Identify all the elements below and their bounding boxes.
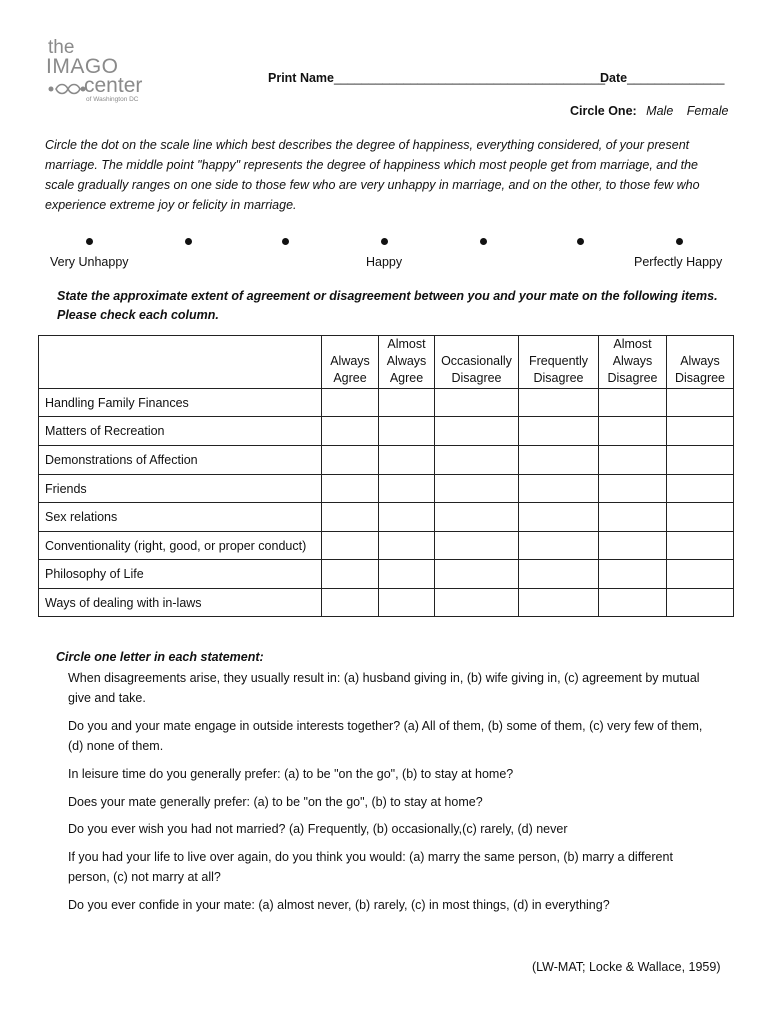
question-item: When disagreements arise, they usually result in: (a) husband giving in, (b) wife giving in, (c) agreement by mutual give and take. [68, 671, 700, 705]
check-cell[interactable] [435, 503, 519, 532]
circle-one-label: Circle One: [570, 104, 637, 118]
check-cell[interactable] [599, 560, 667, 589]
question-item: If you had your life to live over again, do you think you would: (a) marry the same person, (b) marry a different person, (c) not marry at all? [68, 850, 673, 884]
scale-label-very-unhappy: Very Unhappy [50, 255, 129, 269]
column-header: Occasionally Disagree [435, 336, 519, 389]
check-cell[interactable] [435, 417, 519, 446]
check-cell[interactable] [519, 503, 599, 532]
table-row [39, 560, 734, 589]
check-cell[interactable] [435, 589, 519, 617]
print-name-field[interactable] [268, 71, 605, 85]
scale-dot-1[interactable] [86, 238, 93, 245]
check-cell[interactable] [435, 446, 519, 475]
check-cell[interactable] [667, 532, 734, 560]
check-cell[interactable] [322, 560, 379, 589]
check-cell[interactable] [667, 417, 734, 446]
option-female[interactable]: Female [686, 104, 729, 118]
check-cell[interactable] [379, 503, 435, 532]
date-label: Date [600, 71, 628, 85]
scale-dot-5[interactable] [480, 238, 487, 245]
check-cell[interactable] [379, 389, 435, 417]
row-item-label: Philosophy of Life [39, 560, 322, 589]
table-header-item [39, 336, 322, 389]
check-cell[interactable] [667, 475, 734, 503]
scale-dot-6[interactable] [577, 238, 584, 245]
row-item-label: Conventionality (right, good, or proper conduct) [39, 532, 322, 560]
check-cell[interactable] [667, 560, 734, 589]
logo-text-center: center [84, 74, 143, 97]
check-cell[interactable] [435, 475, 519, 503]
row-item-label: Demonstrations of Affection [39, 446, 322, 475]
questions-heading: Circle one letter in each statement: [56, 650, 264, 664]
check-cell[interactable] [379, 446, 435, 475]
table-row [39, 417, 734, 446]
check-cell[interactable] [599, 503, 667, 532]
column-header: Always Disagree [667, 336, 734, 389]
check-cell[interactable] [379, 475, 435, 503]
question-item: Do you ever wish you had not married? (a) Frequently, (b) occasionally,(c) rarely, (d) never [68, 822, 568, 836]
check-cell[interactable] [519, 560, 599, 589]
check-cell[interactable] [322, 475, 379, 503]
check-cell[interactable] [322, 417, 379, 446]
agreement-table [38, 335, 734, 617]
table-row [39, 475, 734, 503]
imago-logo [46, 38, 166, 110]
check-cell[interactable] [599, 475, 667, 503]
check-cell[interactable] [519, 589, 599, 617]
check-cell[interactable] [322, 446, 379, 475]
logo-text-location: of Washington DC [86, 96, 139, 103]
scale-label-perfectly-happy: Perfectly Happy [634, 255, 723, 269]
check-cell[interactable] [519, 417, 599, 446]
check-cell[interactable] [379, 589, 435, 617]
check-cell[interactable] [322, 389, 379, 417]
column-header: Almost Always Agree [379, 336, 435, 389]
check-cell[interactable] [599, 389, 667, 417]
scale-dot-2[interactable] [185, 238, 192, 245]
agreement-instructions [57, 287, 737, 325]
row-item-label: Sex relations [39, 503, 322, 532]
table-row [39, 503, 734, 532]
check-cell[interactable] [435, 532, 519, 560]
check-cell[interactable] [379, 532, 435, 560]
check-cell[interactable] [519, 532, 599, 560]
check-cell[interactable] [667, 589, 734, 617]
table-row [39, 389, 734, 417]
logo-text-imago: IMAGO [46, 55, 119, 78]
scale-dot-7[interactable] [676, 238, 683, 245]
table-header-row [39, 336, 734, 389]
row-item-label: Matters of Recreation [39, 417, 322, 446]
column-header: Almost Always Disagree [599, 336, 667, 389]
question-item: In leisure time do you generally prefer: (a) to be "on the go", (b) to stay at home? [68, 767, 514, 781]
check-cell[interactable] [599, 589, 667, 617]
check-cell[interactable] [519, 446, 599, 475]
citation: (LW-MAT; Locke & Wallace, 1959) [532, 960, 721, 974]
check-cell[interactable] [519, 475, 599, 503]
intro-paragraph: Circle the dot on the scale line which best describes the degree of happiness, everything considered, of your present marriage. The middle point "happy" represents the degree of happiness which most people get from marriage, and the scale gradually ranges on one side to those few who are very unhappy in marriage, and on the other, to those few who experience extreme joy or felicity in marriage. [45, 138, 700, 212]
check-cell[interactable] [667, 446, 734, 475]
scale-dot-3[interactable] [282, 238, 289, 245]
scale-dot-4[interactable] [381, 238, 388, 245]
question-item: Do you and your mate engage in outside interests together? (a) All of them, (b) some of them, (c) very few of them, (d) none of them. [68, 719, 703, 753]
check-cell[interactable] [322, 532, 379, 560]
table-row [39, 589, 734, 617]
column-header: Always Agree [322, 336, 379, 389]
check-cell[interactable] [667, 503, 734, 532]
table-row [39, 532, 734, 560]
check-cell[interactable] [435, 389, 519, 417]
check-cell[interactable] [599, 446, 667, 475]
column-header: Frequently Disagree [519, 336, 599, 389]
infinity-logo-icon [48, 82, 86, 96]
print-name-label: Print Name [268, 71, 334, 85]
check-cell[interactable] [599, 417, 667, 446]
table-row [39, 446, 734, 475]
check-cell[interactable] [379, 560, 435, 589]
logo-text-the: the [48, 37, 75, 58]
question-item: Does your mate generally prefer: (a) to be "on the go", (b) to stay at home? [68, 795, 483, 809]
gender-choice [570, 104, 728, 118]
check-cell[interactable] [322, 503, 379, 532]
check-cell[interactable] [667, 389, 734, 417]
agreement-instructions-line-1: State the approximate extent of agreement or disagreement between you and your mate on the following items. [57, 289, 718, 303]
option-male[interactable]: Male [646, 104, 674, 118]
check-cell[interactable] [519, 389, 599, 417]
check-cell[interactable] [599, 532, 667, 560]
agreement-instructions-line-2: Please check each column. [57, 308, 219, 322]
row-item-label: Friends [39, 475, 322, 503]
scale-label-happy: Happy [366, 255, 403, 269]
row-item-label: Handling Family Finances [39, 389, 322, 417]
date-blank[interactable]: ______________ [627, 71, 725, 85]
check-cell[interactable] [379, 417, 435, 446]
date-field[interactable] [600, 71, 724, 85]
question-item: Do you ever confide in your mate: (a) almost never, (b) rarely, (c) in most things, (d) in everything? [68, 898, 610, 912]
check-cell[interactable] [435, 560, 519, 589]
check-cell[interactable] [322, 589, 379, 617]
print-name-blank[interactable]: _______________________________________ [334, 71, 606, 85]
row-item-label: Ways of dealing with in-laws [39, 589, 322, 617]
